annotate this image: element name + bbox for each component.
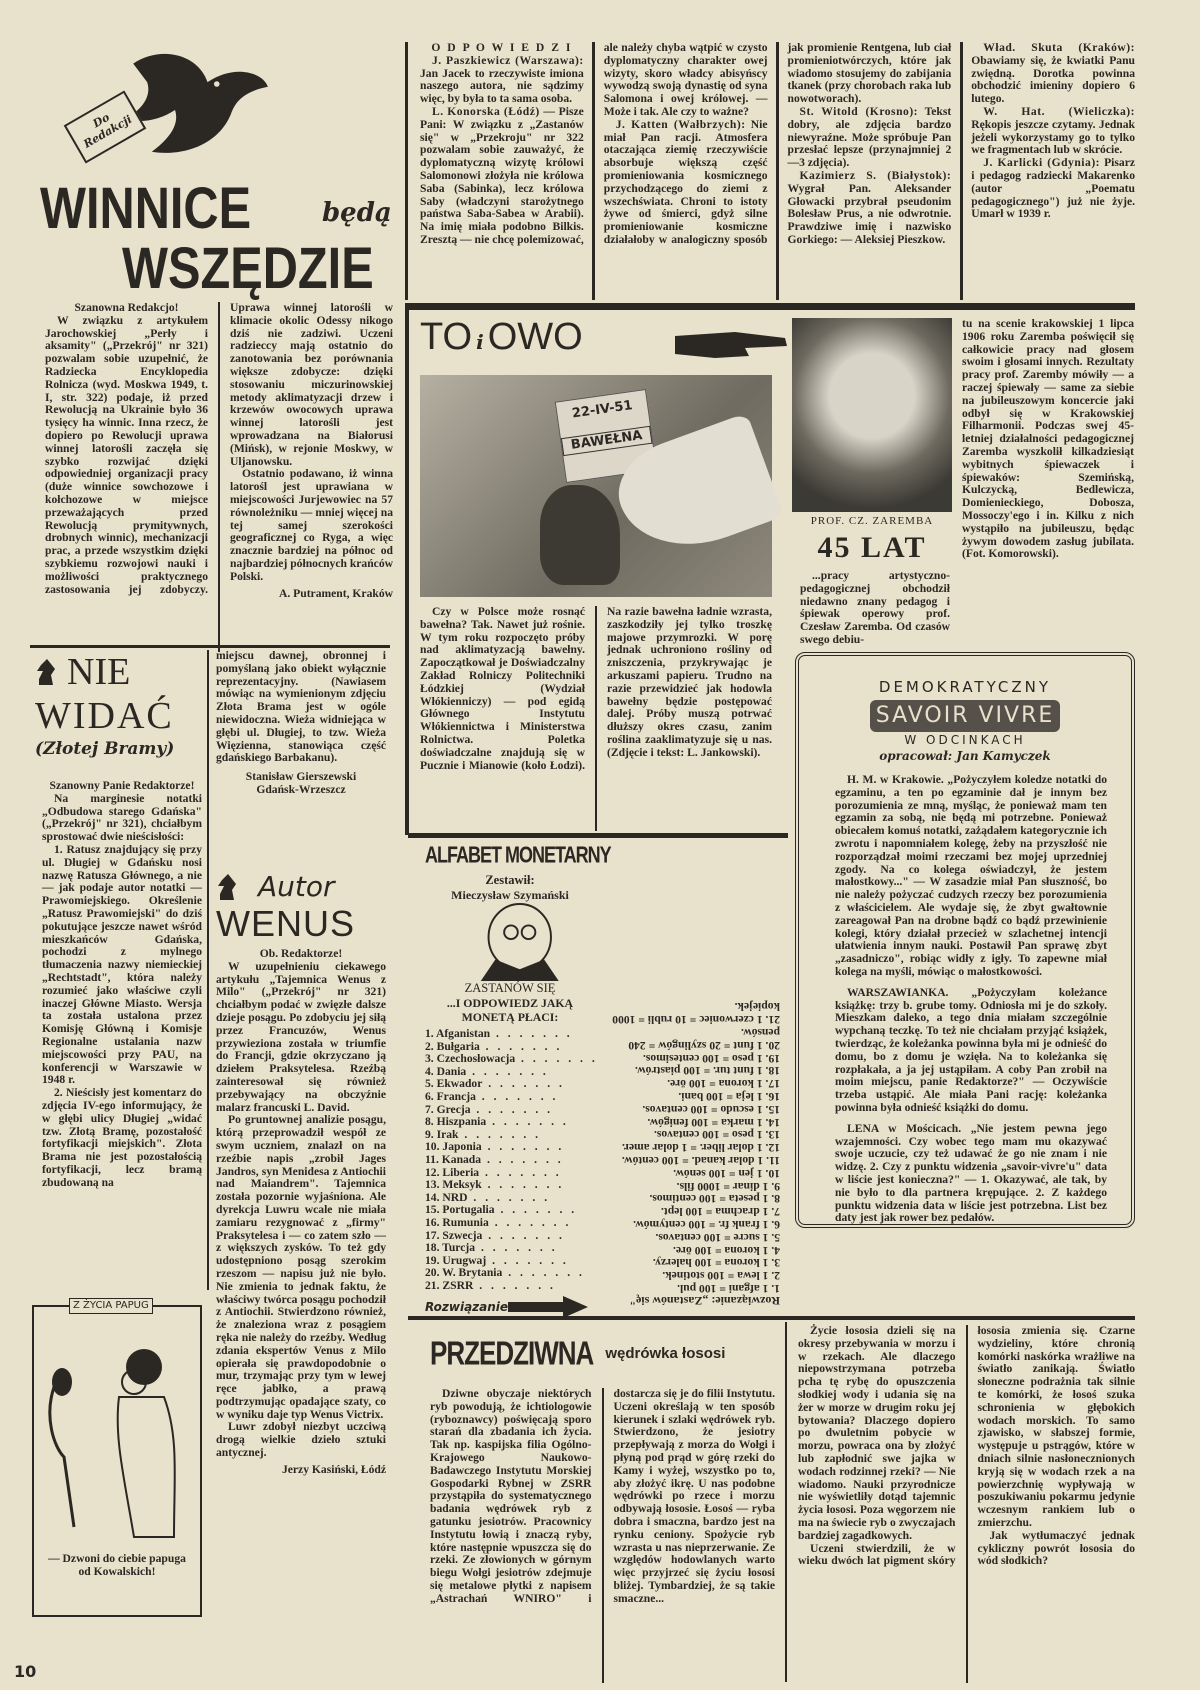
answer-item [971,157,1135,221]
solution-item: 4. 1 korona = 100 öre. [673,1243,780,1257]
country-name: 1. Afganistan [425,1027,491,1040]
answer-recipient: J. Karlicki (Gdynia): [983,156,1101,170]
country-name: 4. Dania [425,1064,467,1078]
wenus-text: Ob. Redaktorze! W uzupełnieniu ciekawego artykułu „Tajemnica Wenus z Milo" („Przekrój" nr 321) chciałbym podać w zwięzłe dalsze dzieje posągu. Po zdobyciu jej siłą przez Francuzów, Wenus przywieziona została w triumfie do Francji, gdzie okrzyczano ją dziełem Praksytelesa. Rzeźbą zainteresował się również przebywający na obczyźnie malarz francuski L. David. Po gruntownej analizie posągu, którą przeprowadził wespół ze swym uczniem, znalazł on na rzeźbie napis „zrobił Jages Jandros, syn Menidesa z Antiochii nad Maiandrem". Tajemnica została pozornie wyjaśniona. Ale dyrekcja Luwru wcale nie miała zamiaru rezygnować z „firmy" Praksytelesa i — co zatem szło — z większych zysków. To też gdy udostępniono posąg szerokim rzeszom — napisu już nie było. Nie zmienia to jednak faktu, że właściwy twórca posągu pochodził z Antiochii. Stwierdzono również, że znaleziona wraz z posągiem ręka nie należy do rzeźby. Według zdania ekspertów Venus z Milo opierała się prawdopodobnie o mur, trzymając przy tym w lewej ręce jabłko, a prawą podtrzymując opadające szaty, co w wyniku daje typ Wenus Victrix. Luwr zdobył niezbyt uczciwą drogą wielkie dzieło sztuki antycznej. Jerzy Kasiński, Łódź [216,947,386,1476]
country-name: 15. Portugalia [425,1203,495,1217]
leader-dots: . . . . . . . [482,1077,565,1091]
leader-dots: . . . . . . . [515,1052,598,1066]
leader-dots: . . . . . . . [479,1039,563,1053]
answer-item [971,42,1135,106]
subtitle: (Złotej Bramy) [35,739,175,759]
divider [405,303,1135,310]
alfabet-solution [598,848,780,1308]
nie-widac-header [35,650,210,775]
zaremba-caption: PROF. CZ. ZAREMBA [810,515,934,527]
title: OWO [487,316,583,358]
page-number: 10 [14,1662,37,1681]
answer-item [971,106,1135,157]
answer-text: Jan Jacek to rzeczywiste imiona naszego autora, nie sądzimy więc, by była to ta sama osoba. [420,66,584,106]
title: WENUS [216,903,355,944]
sv-item [835,987,1107,1115]
zaremba-text-right: tu na scenie krakowskiej 1 lipca 1906 roku Zaremba poświęcił się całkowicie pracy nad głosem swoim i głosami innych. Rezultaty pracy prof. Zaremby mówiły — a raczej śpiewały — same za siebie na jubileuszowym koncercie jaki odbył się w Krakowskiej Filharmonii. Podczas swej 45-letniej działalności pedagogicznej Zaremba wyszkolił kilkadziesiąt wybitnych śpiewaczek i śpiewaków: Szemińską, Kulczycką, Bedlewicza, Domienieckiego, Dobosza, Mossoczy'ego i in. Kilku z nich wystąpiło na jubileuszu, będąc żywym dowodem zasług jubilata. (Fot. Komorowski). [962,317,1134,561]
country-name: 6. Francja [425,1089,476,1103]
wenus-header [216,870,386,945]
odpowiedzi-section [420,42,1135,300]
solution-item: 17. 1 korona = 100 öre. [667,1077,780,1091]
title: wędrówka łososi [605,1344,726,1362]
leader-dots: . . . . . . . [458,1127,542,1141]
sv-text: „Pożyczyłam koleżance książkę: trzy b. grube tomy. Odniosła mi je do szkoły. Mieszkam daleko, a tego dnia miałam szczególnie wypchaną teczkę. To też nie chciałam przyjąć książek, twierdząc, że koleżanka powinna była mi je odnieść do domu, bo z domu je wzięła. Na to koleżanka się rozpłakała, a ja jej ustąpiłam. A coby Pan zrobił na moim miejscu, panie Redaktorze?" — Oczywiście trzeba ustąpić. Ale miała Pani rację: koleżanka powinna była odnieść książki do domu. [835,985,1107,1114]
solution-item: 5. 1 sucre = 100 centavos. [655,1230,780,1244]
answer-text: Wygrał Pan. Aleksander Głowacki przybrał pseudonim Bolesław Prus, a nie odwrotnie. Prawdziwe imię i nazwisko Gorkiego: — Aleksiej Pieszkow. [787,181,952,246]
sv-recipient: H. M. w Krakowie. [847,773,944,786]
cotton-photo [420,375,772,597]
country-name: 21. ZSRR [425,1278,474,1292]
zaremba-portrait [792,318,952,512]
answer-item [788,170,952,247]
sv-title-top: DEMOKRATYCZNY [878,678,1052,696]
savoir-vivre-box [795,652,1135,1228]
zaremba-title: 45 LAT [817,531,927,564]
country-name: 16. Rumunia [425,1215,489,1229]
answer-recipient: W. Hat. (Wieliczka): [983,104,1135,118]
winnice-letter [45,302,393,652]
solution-item: 12. 1 dolar liber. = 1 dolar amer. [622,1141,780,1155]
winnice-greeting: Szanowna Redakcjo! [74,301,179,314]
paragraph: W związku z artykułem Jarochowskiej „Perły i aksamity" („Przekrój" nr 321) pozwalam sobie uzupełnić, że Radziecka Encyklopedia Rolnicza (wyd. Moskwa 1949, t. I, str. 322) podaje, iż przed Rewolucją na Ukrainie było 36 tysięcy ha winnic. Inna rzecz, że dopiero po Rewolucji uprawa winnej latorośli zaczęła się szybko rozwijać dzięki odpowiedniej organizacji pracy (duże winnice sowchozowe i kołchozowe w miejsce przeważających przed Rewolucją prymitywnych, drobnych winnic), mechanizacji prac, a przede wszystkim dzięki szybkiemu rozwojowi nauki i możliwości praktycznego zastosowania jej zdobyczy. Uprawa winnej latorośli w klimacie okolic Odessy nikogo dziś nie zadziwi. Uczeni radzieccy mają ostatnio do zanotowania bez porównania większe zdobycze: dzięki stosowaniu miczurinowskiej metody aklimatyzacji drzew i krzewów owocowych uprawa winnej latorośli jest wprowadzana na Białorusi (Mińsk), w rejonie Moskwy, w Uljanowsku. [45,301,393,596]
solution-item: 15. 1 escudo = 100 centavos. [642,1102,780,1116]
odpowiedzi-heading: O D P O W I E D Z I [431,41,573,54]
thinking-man-icon [425,903,595,981]
leader-dots: . . . . . . . [470,1102,554,1116]
answer-text: Tekst dobry, ale zdjęcia bardzo niewyraźne. Może spróbuje Pan przesłać lepsze (przynajmniej 2—3 zdjęcia). [787,104,952,170]
leader-dots: . . . . . . . [479,1165,562,1179]
compiled-by: Mieczysław Szymański [451,888,569,902]
country-name: 18. Turcja [425,1241,476,1255]
solution-item: 10. 1 jen = 100 senów. [673,1166,780,1180]
country-name: 7. Grecja [425,1102,471,1116]
leader-dots: . . . . . . . [475,1241,558,1255]
alfabet-left [425,841,611,1315]
leader-dots: . . . . . . . [482,1228,565,1242]
photo-date: 22-IV-51 [571,398,634,422]
signature: A. Putrament, Kraków [279,586,393,600]
solution-heading: Rozwiązanie: „Zastanów się" [629,1294,780,1308]
answer-item [420,55,584,106]
title: PRZEDZIWNA [430,1333,594,1373]
leader-dots: . . . . . . . [481,1152,564,1166]
leader-dots: . . . . . . . [486,1253,569,1267]
logo-sign: Do Redakcji [64,90,147,163]
sv-item [835,774,1107,979]
question-1: ZASTANÓW SIĘ [464,981,556,995]
leader-dots: . . . . . . . [481,1178,565,1192]
przedziwna-right: Życie łososia dzieli się na okresy przebywania w morzu i w rzekach. Ale dlaczego niepowstrzymana potrzeba pcha tę rybę do opuszczenia słodkiej wody i udania się na żer w morze w drugim roku jej bytowania? Dlaczego dopiero po dwuletnim pobycie w morzu, powraca ona by złożyć lub zapłodnić swe jajka w wodach rodzinnej rzeki? — Nie wiadomo. Nauki przyrodnicze nie wyświetliły dotąd tajemnic życia łososi. Poza węgorzem nie ma na świecie ryb o zwyczajach bardziej zagadkowych. Uczeni stwierdzili, że w wieku dwóch lat pigment skóry łososia zmienia się. Czarne wydzieliny, które chronią komórki naskórka wrażliwe na światło zanikają. Światło słoneczne podrażnia tak silnie te komórki, że łosoś szuka schronienia w głębokich wodach morskich. To samo zjawisko, w słabszej formie, występuje u pstrągów, które w dniach silnie nasłonecznionych kryją się w wodach rzek a na powierzchnię wypływają w poszukiwaniu pokarmu jedynie wczesnym rankiem lub o zmierzchu. Jak wytłumaczyć jednak cykliczny powrót łososia do wód słodkich? [798,1324,1135,1568]
sv-title-sub: W ODCINKACH [904,733,1026,747]
country-name: 5. Ekwador [425,1077,483,1091]
country-name: 10. Japonia [425,1140,482,1154]
solution-item: 21. 1 czerwoniec = 10 rubli = 1000 kopiejek. [612,1000,780,1027]
alfabet-title: ALFABET MONETARNY [425,841,611,868]
leader-dots: . . . . . . . [494,1203,578,1217]
country-name: 13. Meksyk [425,1178,482,1192]
przedziwna-header [430,1328,785,1378]
answer-text: Nie miał Pan racji. Atmosfera otaczająca ziemię rzeczywiście absorbuje większą część promieniowania kosmicznego przychodzącego do ziemi z wszechświata. Chroni to istoty żywe od śmierci, gdyż silne promieniowanie kosmiczne działałoby w analogiczny sposób jak promienie Rentgena, lub ciał promieniotwórczych, które jak wiadomo stosujemy do zabijania tkanek (przy chorobach raka lub nowotworach). [603,41,952,246]
title: WIDAĆ [35,695,174,737]
sv-item [835,1123,1107,1225]
answer-recipient: St. Witold (Krosno): [799,104,919,118]
leader-dots: . . . . . . . [502,1266,585,1280]
answer-recipient: J. Paszkiewicz (Warszawa): [432,53,584,67]
nie-widac-col1: Szanowny Panie Redaktorze! Na marginesie notatki „Odbudowa starego Gdańska" („Przekrój" nr 321), chciałbym sprostować dwie nieścisłości: 1. Ratusz znajdujący się przy ul. Długiej w Gdańsku nosi nazwę Ratusza Głównego, a nie — jak podaje autor notatki — Prawomiejskiego. Określenie „Ratusz Prawomiejski" do dziś pokutujące jeszcze nawet wśród mieszkańców Gdańska, pochodzi z mylnego tłumaczenia nazwy niemieckiej „Rechtstadt", która należy rozumieć jako właściwe czyli inaczej Główne Miasto. Wersja ta została ustalona przez Komisję Główną i Komisje Regionalne ustalania nazw miejscowości przy PAU, na konferencji w Warszawie w 1948 r. 2. Nieścisły jest komentarz do zdjęcia IV-ego informujący, że w głębi ulicy Długiej „widać tzw. Złotą Bramę, pozostałość fortyfikacji miejskich". Złota Brama nie jest pozostałością fortyfikacji, lecz bramą zbudowaną na [42,779,202,1189]
title: NIE [67,651,131,693]
solution-item: 8. 1 peseta = 100 centimos. [649,1192,780,1206]
cotton-text [420,606,772,831]
solution-item: 2. 1 lewa = 100 stotinek. [662,1269,780,1283]
title: i [476,330,484,354]
leader-dots: . . . . . . . [475,1089,559,1103]
sv-text: „Pożyczyłem koledze notatki do egzaminu, a ten po egzaminie dał je innym bez porozumienia ze mną, myśląc, że ponieważ mam ten egzamin za sobą, nie będą mi potrzebne. Ponieważ obiecałem komuś notatki, zażądałem kategorycznie ich zwrotu i napomniałem kolegę, żeby na przyszłość nie rozporządzał moimi rzeczami bez mojej uprzedniej zgody. Na co kolega oświadczył, że jestem małostkowy..." — W zasadzie miał Pan słuszność, bo nie należy pożyczać cudzych rzeczy bez porozumienia z właścicielem. Ale wydaje się, że zbyt gwałtownie zareagował Pan na drobne bądź co bądź przewinienie kolegi, który działał przecież w szlachetnej intencji ułatwienia innym nauki. Postawił Pan sprawę zbyt „zasadniczo", robiąc widły z igły. To zapewne miał kolega na myśli, mówiąc o małostkowości. [835,773,1107,978]
leader-dots: . . . . . . . [473,1278,556,1292]
title: TO [420,316,473,358]
chess-knight-icon [35,657,57,687]
country-name: 11. Kanada [425,1152,482,1166]
solution-item: 13. 1 peso = 100 centavos. [653,1128,780,1142]
answer-recipient: Kazimierz S. (Białystok): [799,168,952,182]
to-i-owo-header [420,318,790,368]
solution-link: Rozwiązanie [425,1300,509,1315]
leader-dots: . . . . . . . [490,1027,573,1040]
winnice-title-1: WINNICE [40,176,252,241]
winnice-header [30,40,400,300]
solution-item: 14. 1 marka = 100 fenigów. [647,1115,780,1129]
solution-item: 7. 1 drachma = 100 lept. [661,1205,780,1219]
sv-author: opracował: Jan Kamyczek [879,749,1051,763]
paragraph: Ostatnio podawano, iż winna latorośl jest uprawiana w miejscowości Jurjewowiec na 57 równoleżniku — mniej więcej na tej samej szerokości geograficznej co Ryga, a więc znacznie bardziej na północ od najbardziej północnych krańców Polski. [230,467,393,583]
solution-item: 11. 1 dolar kanad. = 100 centów. [621,1154,780,1168]
winnice-title-2: będą [322,198,392,228]
answer-recipient: L. Konorska (Łódź) — [432,104,556,118]
przedziwna-left: Dziwne obyczaje niektórych ryb powodują, że ichtiologowie (ryboznawcy) poświęcają sporo starań dla zbadania ich życia. Tak np. kaspijska filia Ogólno-Krajowego Naukowo-Badawczego Instytutu Morskiej Gospodarki Rybnej w ZSRR przystąpiła do systematycznego badania wędrówek ryb z gatunku jesiotrów. Pracownicy Instytutu łowią i znaczą ryby, które następnie wpuszcza się do rzeki. Ze złowionych w górnym biegu Wołgi jesiotrów zdejmuje się metalowe płytki z napisem „Astrachań WNIRO" i dostarcza się je do filii Instytutu. Uczeni określają w ten sposób kierunek i szlaki wędrówek ryb. Stwierdzono, że jesiotry przepływają z morza do Wołgi i płyną pod prąd w górę rzeki do Kamy i wyżej, wszystko po to, aby złożyć ikrę. U nas podobne wędrówki po rzece i morzu odbywają łososie. Łosoś — ryba dobra i smaczna, bardzo jest na rynku ceniony. Spożycie ryb wzrasta u nas nieprzerwanie. Ze względów hodowlanych warto więc przyjrzeć się życiu łososi bliżej. Tymbardziej, że są takie smaczne... [430,1387,775,1605]
solution-item: 20. 1 funt = 20 szylingów = 240 pensów. [628,1026,780,1052]
sv-items [835,773,1107,1225]
country-name: 14. NRD [425,1190,468,1204]
compiled-label: Zestawił: [485,873,535,887]
leader-dots: . . . . . . . [467,1190,551,1204]
parrot-phone-illustration [34,1327,200,1547]
country-name: 3. Czechosłowacja [425,1052,516,1066]
answer-text: Rękopis jeszcze czytamy. Jednak jeżeli wykorzystamy go to tylko we fragmentach lub w skrócie. [971,117,1135,157]
solution-item: 19. 1 peso = 100 centesimos. [642,1051,780,1065]
solution-item: 16. 1 leja = 100 bani. [678,1090,780,1104]
country-name: 20. W. Brytania [425,1266,503,1280]
sv-title-main: SAVOIR VIVRE [870,700,1060,732]
country-name: 9. Irak [425,1127,459,1141]
leader-dots: . . . . . . . [466,1064,549,1078]
cartoon-caption: — Dzwoni do ciebie papuga od Kowalskich! [48,1552,186,1578]
solution-item: 6. 1 frank fr. = 100 centymów. [633,1218,780,1232]
leader-dots: . . . . . . . [481,1140,565,1154]
title: Autor [258,870,335,903]
country-name: 17. Szwecja [425,1228,483,1242]
answer-text: Obawiamy się, że kwiatki Panu zwiędną. Dorotka powinna obchodzić imieniny dopiero 6 lutego. [971,53,1135,106]
photo-label: BAWEŁNA [561,426,653,456]
solution-item: 18. 1 funt tur. = 100 piastrów. [635,1064,780,1078]
leader-dots: . . . . . . . [486,1115,569,1129]
solution-item: 3. 1 korona = 100 halerzy. [652,1256,780,1270]
leader-dots: . . . . . . . [488,1215,572,1229]
country-name: 2. Bułgaria [425,1039,480,1053]
chess-knight-icon [216,872,238,902]
country-name: 12. Liberia [425,1165,480,1179]
parrot-cartoon [32,1300,202,1617]
nie-widac-col2: miejscu dawnej, obronnej i pomyślaną jako obiekt wyłącznie reprezentacyjny. (Nawiasem mówiąc na wymienionym zdjęciu Złota Brama jest w ogóle niewidoczna. Wieża widniejąca w głębi ul. Długiej, to tzw. Wieża Więzienna, stanowiąca część gdańskiego Barbakanu). Stanisław Gierszewski Gdańsk-Wrzeszcz [216,649,386,796]
country-name: 8. Hiszpania [425,1115,487,1129]
zaremba-text-left: ...pracy artystyczno-pedagogicznej obchodził niedawno znany pedagog i śpiewak operowy prof. Czesław Zaremba. Od czasów swego debiu- [800,569,950,646]
country-list [425,1027,598,1292]
answer-item [788,106,952,170]
country-name: 19. Urugwaj [425,1253,487,1267]
winnice-title-3: WSZĘDZIE [122,236,374,301]
paragraph: Czy w Polsce może rosnąć bawełna? Tak. Nawet już rośnie. W tym roku rozpoczęto próby nad aklimatyzacją bawełny. Zapoczątkował je Doświadczalny Zakład Rolniczy Politechniki Łódzkiej (Wydział Włókienniczy) — pod egidą Głównego Instytutu Włókiennictwa i Ministerstwa Rolnictwa. Poletka doświadczalne znajdują się w Pucznie i Mianowie (koło Łodzi). Na razie bawełna ładnie wzrasta, zaszkodziły jej tylko troszkę majowe przymrozki. W porę jednak uchroniono rośliny od zniszczenia, przykrywając je arkuszami papieru. Trudno na razie przewidzieć jak hodowla bawełny będzie postępować dalej. Próby muszą potrwać dłuższy okres czasu, zanim roślina zaaklimatyzuje się u nas. (Zdjęcie i tekst: L. Jankowski). [420,605,772,772]
answer-recipient: Wład. Skuta (Kraków): [983,41,1135,54]
solution-item: 1. 1 afgani = 100 pul. [677,1282,780,1295]
sv-recipient: LENA w Mościcach. [847,1121,962,1135]
pointing-hand-icon [675,326,790,362]
cartoon-title: Z ŻYCIA PAPUG [69,1298,153,1314]
answer-recipient: J. Katten (Wałbrzych): [615,117,746,131]
solution-item: 9. 1 dinar = 1000 fils. [676,1179,780,1193]
answer-text: Pisarz i pedagog radziecki Makarenko (autor „Poematu pedagogicznego") już nie żyje. Umarł w 1939 r. [971,156,1135,221]
sv-text: „Nie jestem pewna jego wzajemności. Czy wobec tego mam mu okazywać swoje uczucie, czy też udawać że go nie znam i nie widzę. 2. Czy z punktu widzenia „savoir-vivre'u" data w liście jest konieczna?" — 1. Okazywać, ale tak, by nie było to dla partnera krępujące. 2. Z każdego punktu widzenia data w liście jest potrzebna. List bez daty jest jak rower bez pedałów. [835,1121,1107,1225]
question-2: ...I ODPOWIEDZ JAKĄ MONETĄ PŁACI: [446,996,574,1024]
answer-text: Pisze Pani: W związku z „Zastanów się" w „Przekroju" nr 322 pozwalam sobie zauważyć, że dyplomatyczną wizytę królowi Salomonowi złożyła nie królowa Saba (Sabinka), lecz królowa Saby (władczyni starożytnego państwa Saba-Sabea w Arabii). Na imię miała podobno Bilkis. Zresztą — nie chcę polemizować, ale należy chyba wątpić w czysto dyplomatyczny charakter owej wizyty, skoro władcy abisyńscy wywodzą swoją dynastię od syna Salomona i owej królowej. — Może i tak. Ale czy to ważne? [420,41,768,246]
sv-recipient: WARSZAWIANKA. [847,985,949,999]
country-item [425,1280,595,1293]
